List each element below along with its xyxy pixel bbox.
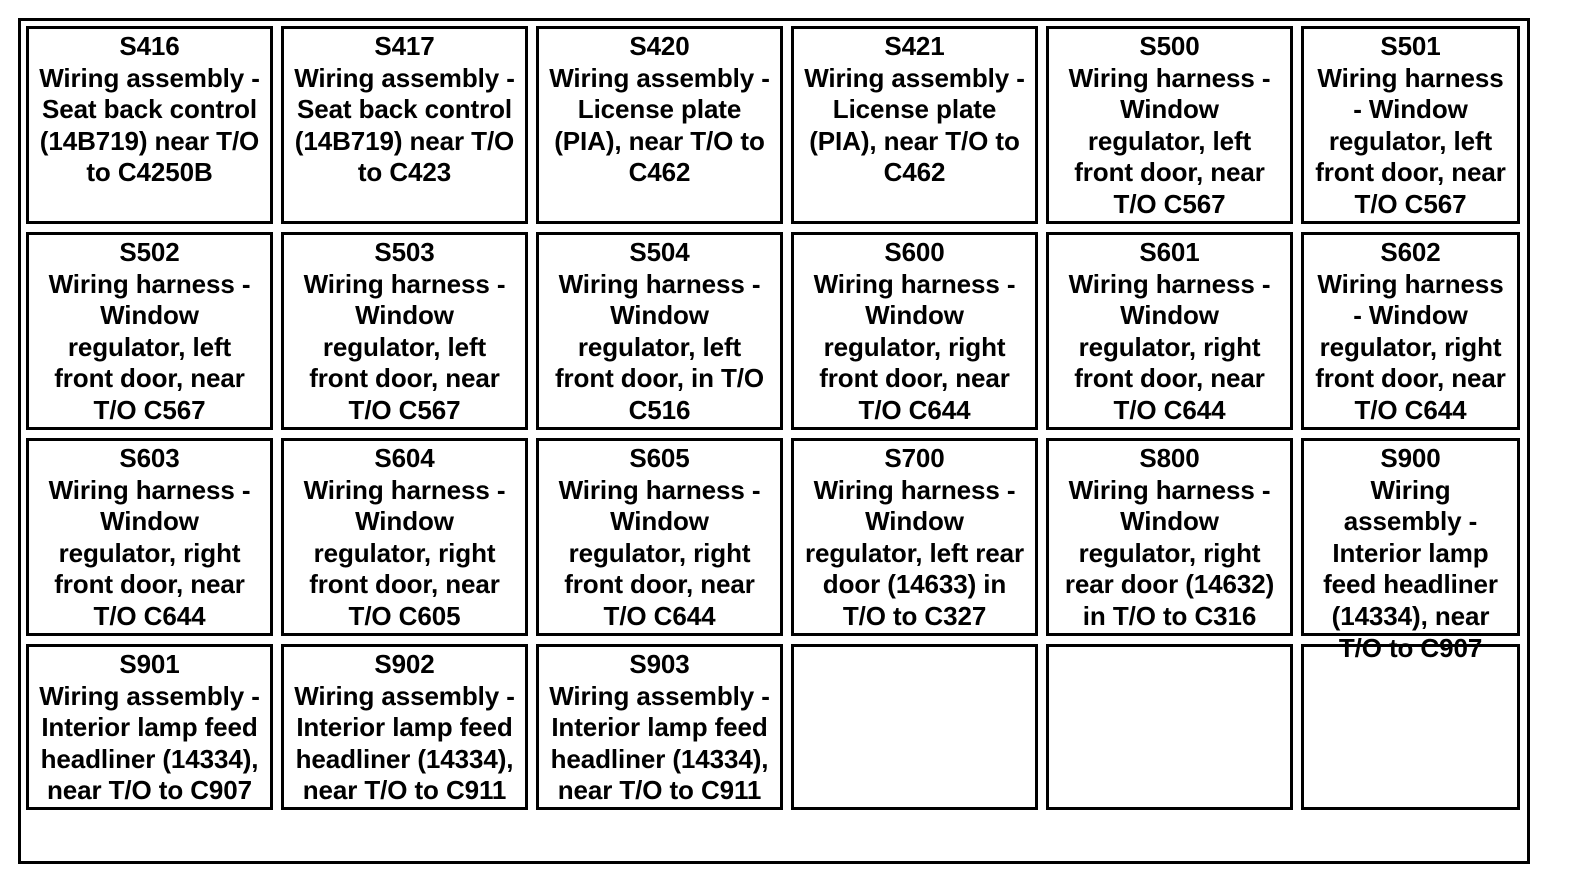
table-cell [26, 232, 273, 430]
splice-description: Wiring assembly - License plate (PIA), near T/O to C462 [804, 62, 1025, 188]
splice-description: Wiring harness - Window regulator, right front door, near T/O C644 [48, 474, 251, 631]
splice-description: Wiring harness - Window regulator, right rear door (14632) in T/O to C316 [1064, 474, 1275, 631]
table-cell [791, 26, 1038, 224]
splice-description: Wiring harness - Window regulator, right front door, near T/O C644 [813, 268, 1016, 425]
table-cell [281, 438, 528, 636]
table-cell [536, 438, 783, 636]
table-cell [791, 438, 1038, 636]
splice-code: S604 [374, 443, 435, 473]
splice-table [18, 18, 1530, 864]
splice-code: S602 [1380, 237, 1441, 267]
splice-code: S504 [629, 237, 690, 267]
splice-description: Wiring harness - Window regulator, left front door, near T/O C567 [303, 268, 506, 425]
splice-code: S503 [374, 237, 435, 267]
table-cell [1046, 26, 1293, 224]
table-cell [1301, 438, 1520, 663]
splice-code: S600 [884, 237, 945, 267]
splice-description: Wiring harness - Window regulator, left rear door (14633) in T/O to C327 [804, 474, 1025, 631]
splice-code: S601 [1139, 237, 1200, 267]
table-cell [281, 232, 528, 430]
table-cell [536, 232, 783, 430]
table-cell [536, 26, 783, 224]
splice-description: Wiring assembly - Interior lamp feed headliner (14334), near T/O to C907 [39, 680, 260, 806]
table-cell [281, 644, 528, 810]
splice-code: S700 [884, 443, 945, 473]
splice-code: S417 [374, 31, 435, 61]
table-cell [1301, 26, 1520, 224]
splice-description: Wiring assembly - Interior lamp feed headliner (14334), near T/O to C907 [1323, 474, 1498, 663]
splice-code: S416 [119, 31, 180, 61]
splice-grid [26, 26, 1522, 856]
splice-code: S900 [1380, 443, 1441, 473]
splice-description: Wiring assembly - Interior lamp feed headliner (14334), near T/O to C911 [294, 680, 515, 806]
splice-code: S421 [884, 31, 945, 61]
splice-code: S501 [1380, 31, 1441, 61]
splice-code: S605 [629, 443, 690, 473]
empty-cell [1046, 644, 1293, 810]
table-cell [536, 644, 783, 810]
splice-description: Wiring assembly - Seat back control (14B719) near T/O to C423 [294, 62, 515, 188]
splice-description: Wiring harness - Window regulator, right front door, near T/O C605 [303, 474, 506, 631]
splice-description: Wiring harness - Window regulator, left front door, in T/O C516 [554, 268, 765, 425]
splice-code: S500 [1139, 31, 1200, 61]
splice-code: S502 [119, 237, 180, 267]
splice-description: Wiring assembly - Seat back control (14B719) near T/O to C4250B [39, 62, 260, 188]
empty-cell [791, 644, 1038, 810]
table-cell [26, 438, 273, 636]
table-cell [1301, 232, 1520, 430]
splice-description: Wiring harness - Window regulator, right front door, near T/O C644 [1068, 268, 1271, 425]
table-cell [791, 232, 1038, 430]
table-cell [1046, 232, 1293, 430]
splice-code: S901 [119, 649, 180, 679]
splice-code: S603 [119, 443, 180, 473]
splice-code: S902 [374, 649, 435, 679]
splice-description: Wiring harness - Window regulator, left front door, near T/O C567 [1315, 62, 1506, 219]
splice-code: S420 [629, 31, 690, 61]
splice-code: S800 [1139, 443, 1200, 473]
table-cell [1046, 438, 1293, 636]
splice-description: Wiring harness - Window regulator, left front door, near T/O C567 [48, 268, 251, 425]
splice-description: Wiring assembly - License plate (PIA), near T/O to C462 [549, 62, 770, 188]
table-cell [26, 644, 273, 810]
empty-cell [1301, 644, 1520, 810]
splice-description: Wiring harness - Window regulator, right front door, near T/O C644 [1315, 268, 1506, 425]
table-cell [281, 26, 528, 224]
splice-description: Wiring harness - Window regulator, left front door, near T/O C567 [1068, 62, 1271, 219]
splice-description: Wiring assembly - Interior lamp feed headliner (14334), near T/O to C911 [549, 680, 770, 806]
table-cell [26, 26, 273, 224]
splice-code: S903 [629, 649, 690, 679]
splice-description: Wiring harness - Window regulator, right front door, near T/O C644 [558, 474, 761, 631]
